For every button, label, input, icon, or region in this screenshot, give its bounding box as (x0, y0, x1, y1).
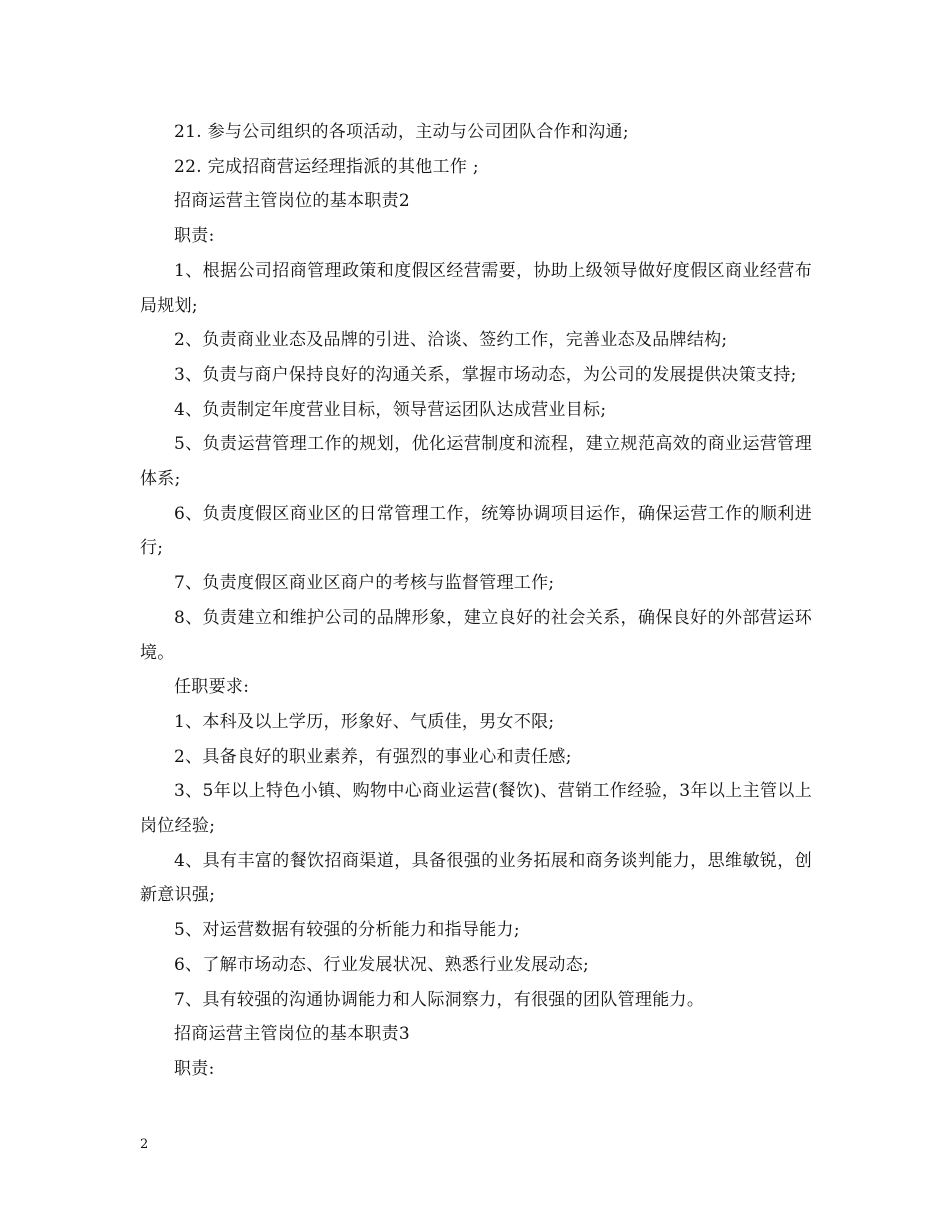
document-body (140, 115, 812, 1087)
requirement-item: 7、具有较强的沟通协调能力和人际洞察力，有很强的团队管理能力。 (174, 989, 705, 1010)
paragraph-item-21: 21. 参与公司组织的各项活动，主动与公司团队合作和沟通; (174, 122, 629, 142)
section-subheading-duties: 职责: (174, 226, 215, 247)
duty-item: 6、负责度假区商业区的日常管理工作，统筹协调项目运作，确保运营工作的顺利进行; (140, 503, 812, 559)
duty-item: 1、根据公司招商管理政策和度假区经营需要，协助上级领导做好度假区商业经营布局规划; (140, 260, 812, 316)
duty-item: 2、负责商业业态及品牌的引进、洽谈、签约工作，完善业态及品牌结构; (174, 330, 728, 351)
paragraph-item-22: 22. 完成招商营运经理指派的其他工作 ; (174, 156, 479, 177)
requirement-item: 2、具备良好的职业素养，有强烈的事业心和责任感; (174, 746, 572, 767)
section-subheading-duties: 职责: (174, 1058, 215, 1079)
duty-item: 4、负责制定年度营业目标，领导营运团队达成营业目标; (174, 399, 607, 420)
requirement-item: 6、了解市场动态、行业发展状况、熟悉行业发展动态; (174, 954, 590, 975)
duty-item: 8、负责建立和维护公司的品牌形象，建立良好的社会关系，确保良好的外部营运环境。 (140, 607, 812, 663)
section-heading-2: 招商运营主管岗位的基本职责2 (174, 191, 411, 212)
duty-item: 7、负责度假区商业区商户的考核与监督管理工作; (174, 573, 555, 594)
requirement-item: 1、本科及以上学历，形象好、气质佳，男女不限; (174, 711, 555, 732)
duty-item: 3、负责与商户保持良好的沟通关系，掌握市场动态，为公司的发展提供决策支持; (174, 364, 797, 385)
section-heading-3: 招商运营主管岗位的基本职责3 (174, 1024, 411, 1045)
requirement-item: 5、对运营数据有较强的分析能力和指导能力; (174, 920, 520, 941)
duty-item: 5、负责运营管理工作的规划，优化运营制度和流程，建立规范高效的商业运营管理体系; (140, 434, 812, 490)
requirement-item: 4、具有丰富的餐饮招商渠道，具备很强的业务拓展和商务谈判能力，思维敏锐，创新意识强; (140, 850, 812, 906)
section-subheading-requirements: 任职要求: (174, 677, 250, 698)
page-number: 2 (140, 1137, 149, 1152)
requirement-item: 3、5年以上特色小镇、购物中心商业运营(餐饮)、营销工作经验，3年以上主管以上岗位经验; (140, 781, 812, 837)
